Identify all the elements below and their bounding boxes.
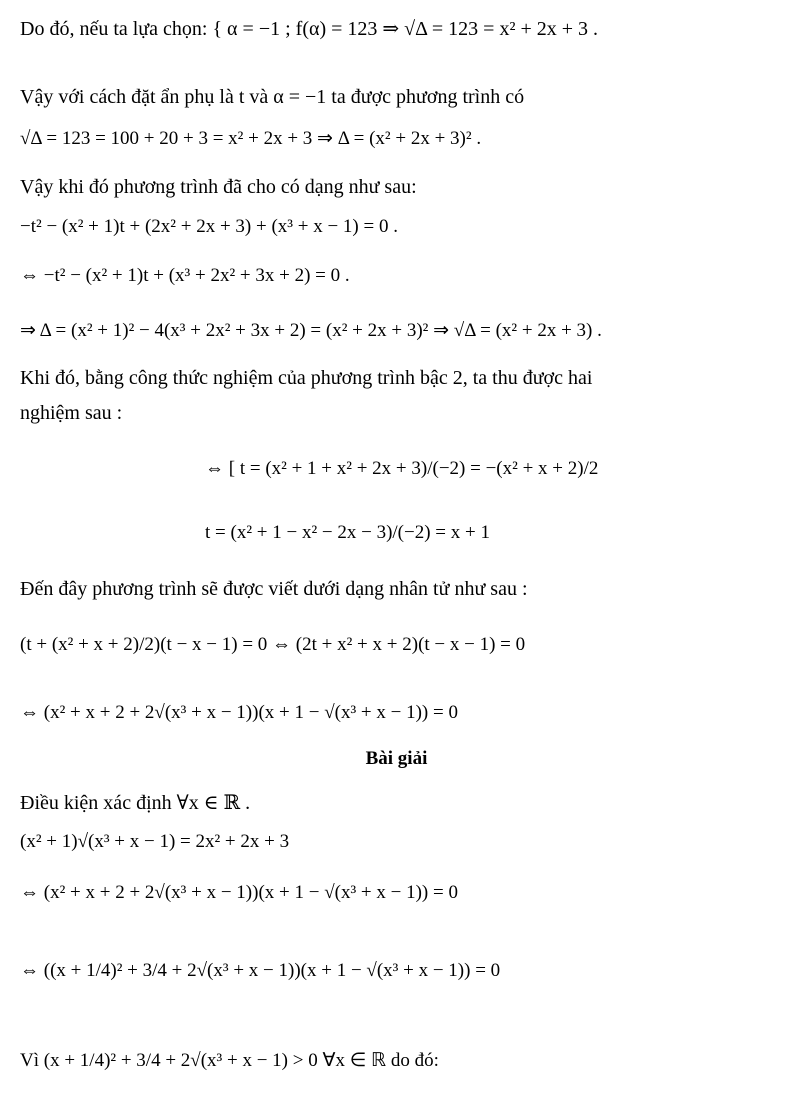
equation-line-5: −t² − (x² + 1)t + (2x² + 2x + 3) + (x³ + x − 1) = 0 .: [20, 216, 398, 237]
equation-line-19: ⇔ ((x + 1/4)² + 3/4 + 2√(x³ + x − 1))(x + 1 − √(x³ + x − 1)) = 0: [20, 960, 501, 981]
text-line-12: Đến đây phương trình sẽ được viết dưới dạng nhân tử như sau :: [20, 578, 528, 600]
equation-line-3: √Δ = 123 = 100 + 20 + 3 = x² + 2x + 3 ⇒ Δ = (x² + 2x + 3)² .: [20, 128, 482, 149]
equation-line-17: (x² + 1)√(x³ + x − 1) = 2x² + 2x + 3: [20, 831, 290, 852]
text-line-9: nghiệm sau :: [20, 402, 123, 424]
equation-line-7: ⇒ Δ = (x² + 1)² − 4(x³ + 2x² + 3x + 2) = (x² + 2x + 3)² ⇒ √Δ = (x² + 2x + 3) .: [20, 320, 602, 341]
text-line-2: Vậy với cách đặt ẩn phụ là t và α = −1 ta được phương trình có: [20, 86, 525, 108]
text-line-4: Vậy khi đó phương trình đã cho có dạng như sau:: [20, 176, 417, 198]
equation-line-10: ⇔ [ t = (x² + 1 + x² + 2x + 3)/(−2) = −(x² + x + 2)/2: [205, 458, 599, 479]
equation-line-14: ⇔ (x² + x + 2 + 2√(x³ + x − 1))(x + 1 − √(x³ + x − 1)) = 0: [20, 702, 458, 723]
text-line-16: Điều kiện xác định ∀x ∈ ℝ .: [20, 792, 251, 814]
equation-line-13: (t + (x² + x + 2)/2)(t − x − 1) = 0 ⇔ (2t + x² + x + 2)(t − x − 1) = 0: [20, 634, 526, 655]
text-line-8: Khi đó, bằng công thức nghiệm của phương trình bậc 2, ta thu được hai: [20, 367, 593, 389]
equation-line-18: ⇔ (x² + x + 2 + 2√(x³ + x − 1))(x + 1 − √(x³ + x − 1)) = 0: [20, 882, 458, 903]
equation-line-11: t = (x² + 1 − x² − 2x − 3)/(−2) = x + 1: [205, 522, 490, 543]
equation-line-20: Vì (x + 1/4)² + 3/4 + 2√(x³ + x − 1) > 0 ∀x ∈ ℝ do đó:: [20, 1050, 439, 1071]
section-title: Bài giải: [365, 748, 428, 769]
equation-line-6: ⇔ −t² − (x² + 1)t + (x³ + 2x² + 3x + 2) = 0 .: [20, 265, 350, 286]
text-line-1: Do đó, nếu ta lựa chọn: { α = −1 ; f(α) = 123 ⇒ √Δ = 123 = x² + 2x + 3 .: [20, 18, 598, 40]
